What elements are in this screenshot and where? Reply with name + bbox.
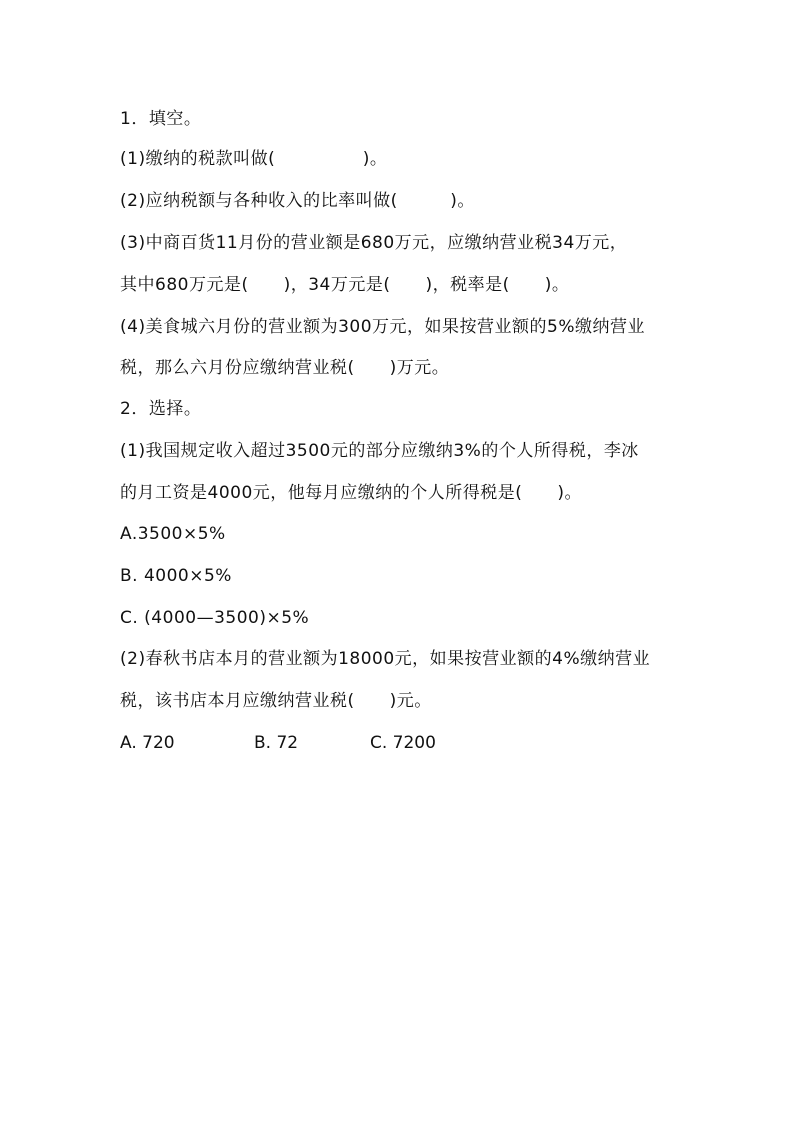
choice-question-1-line2: 的月工资是4000元，他每月应缴纳的个人所得税是( )。 xyxy=(120,483,583,503)
choice-question-2-option-b: B. 72 xyxy=(254,733,299,753)
section2-heading: 2．选择。 xyxy=(120,399,202,419)
choice-question-2-option-c: C. 7200 xyxy=(370,733,436,753)
choice-question-2-option-a: A. 720 xyxy=(120,733,175,753)
fill-question-2: (2)应纳税额与各种收入的比率叫做( )。 xyxy=(120,191,475,211)
choice-question-1-option-c: C. (4000—3500)×5% xyxy=(120,608,310,628)
fill-question-4-line2: 税，那么六月份应缴纳营业税( )万元。 xyxy=(120,358,450,378)
fill-question-1: (1)缴纳的税款叫做( )。 xyxy=(120,149,388,169)
fill-question-4-line1: (4)美食城六月份的营业额为300万元，如果按营业额的5%缴纳营业 xyxy=(120,317,645,337)
choice-question-1-option-b: B. 4000×5% xyxy=(120,566,232,586)
choice-question-2-options xyxy=(120,731,520,755)
fill-question-3-line2: 其中680万元是( )，34万元是( )，税率是( )。 xyxy=(120,275,570,295)
section1-heading: 1．填空。 xyxy=(120,109,202,129)
choice-question-2-line2: 税，该书店本月应缴纳营业税( )元。 xyxy=(120,691,432,711)
choice-question-1-option-a: A.3500×5% xyxy=(120,524,226,544)
choice-question-2-line1: (2)春秋书店本月的营业额为18000元，如果按营业额的4%缴纳营业 xyxy=(120,649,651,669)
choice-question-1-line1: (1)我国规定收入超过3500元的部分应缴纳3%的个人所得税，李冰 xyxy=(120,441,639,461)
fill-question-3-line1: (3)中商百货11月份的营业额是680万元，应缴纳营业税34万元， xyxy=(120,233,628,253)
